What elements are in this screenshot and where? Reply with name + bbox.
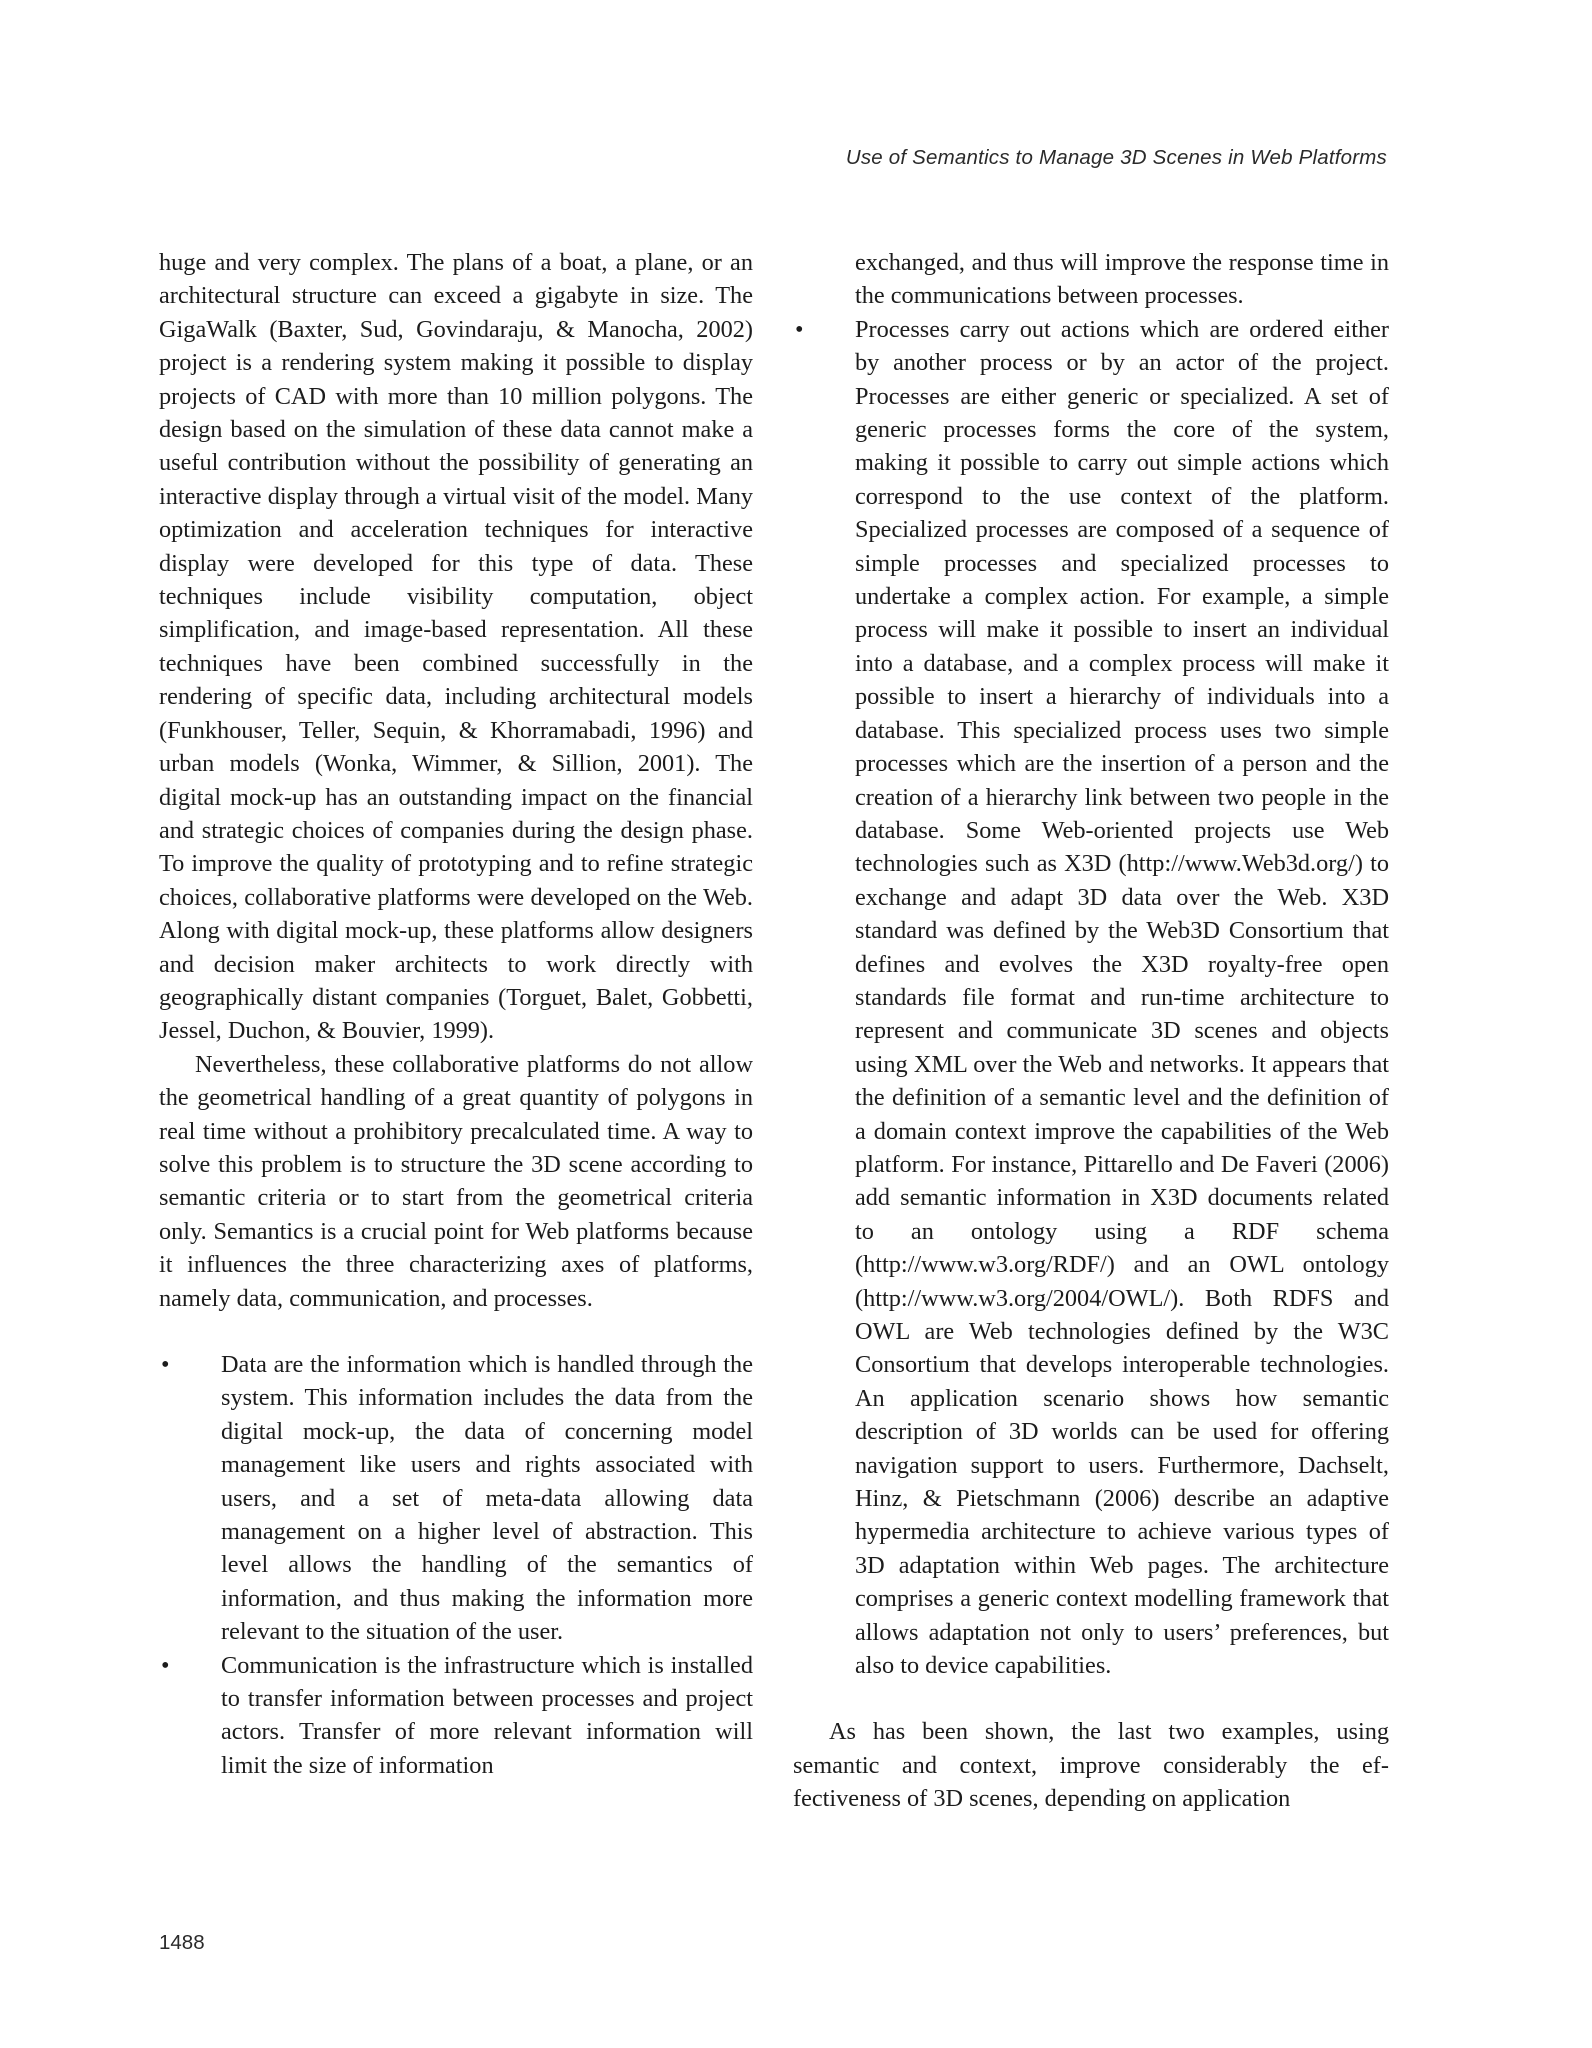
bullet-item-data [159, 1348, 753, 1649]
body-paragraph-1: huge and very complex. The plans of a boat, a plane, or an architectural structure can exceed a gigabyte in size. The GigaWalk (Baxter, Sud, Govindaraju, & Manocha, 2002) project is a rendering system making it possible to display projects of CAD with more than 10 million polygons. The design based on the simulation of these data cannot make a useful contribution without the possibility of generating an interactive display through a virtual visit of the model. Many optimization and acceleration techniques for interactive display were developed for this type of data. These techniques include visibility computation, object simplification, and image-based representation. All these techniques have been combined successfully in the rendering of specific data, including architectural models (Funkhouser, Teller, Sequin, & Khorramabadi, 1996) and urban models (Wonka, Wimmer, & Sillion, 2001). The digital mock-up has an outstanding impact on the financial and strategic choices of companies during the design phase. To improve the quality of prototyping and to refine strategic choices, collaborative platforms were developed on the Web. Along with digital mock-up, these platforms allow designers and decision maker architects to work directly with geographically distant companies (Torguet, Balet, Gobbetti, Jessel, Duchon, & Bouvier, 1999). [159, 249, 753, 1045]
bullet-item-communication [159, 1649, 753, 1783]
running-header: Use of Semantics to Manage 3D Scenes in Web Platforms [845, 146, 1387, 169]
bullet-text-processes: Processes carry out actions which are ordered either by another process or by an actor of the project. Processes are either generic or specialized. A set of generic processes forms the core of the system, making it possible to carry out simple actions which correspond to the use context of the platform. Specialized processes are composed of a sequence of simple processes and specialized processes to undertake a complex action. For example, a simple process will make it possible to insert an individual into a database, and a complex process will make it possible to insert a hierarchy of individuals into a database. This specialized process uses two simple processes which are the insertion of a person and the creation of a hierarchy link between two people in the database. Some Web-oriented projects use Web technologies such as X3D (http://www.Web3d.org/) to exchange and adapt 3D data over the Web. X3D standard was defined by the Web3D Consortium that defines and evolves the X3D royalty-free open standards file format and run-time architecture to represent and communicate 3D scenes and objects using XML over the Web and networks. It appears that the definition of a semantic level and the definition of a domain context improve the capabilities of the Web platform. For instance, Pittarello and De Faveri (2006) add semantic information in X3D documents related to an ontology using a RDF schema (http://www.w3.org/RDF/) and an OWL ontology (http://www.w3.org/2004/OWL/). Both RDFS and OWL are Web technologies defined by the W3C Consortium that develops interoperable technologies. An application scenario shows how semantic description of 3D worlds can be used for offering navigation support to users. Furthermore, Dachselt, Hinz, & Pietschmann (2006) describe an adaptive hypermedia architecture to achieve various types of 3D adaptation within Web pages. The architecture comprises a generic context modelling framework that allows adaptation not only to users’ preferences, but also to device capabilities. [855, 315, 1389, 1680]
body-paragraph-final: As has been shown, the last two examples, using semantic and context, improve considerably the effectiveness of 3D scenes, depending on application [793, 1718, 1389, 1813]
bullet-list-continued [793, 246, 1389, 1682]
bullet-dot-icon: • [161, 1651, 170, 1679]
right-column [793, 246, 1389, 1816]
page-number: 1488 [159, 1931, 205, 1954]
bullet-item-communication-continued [793, 246, 1389, 313]
body-paragraph-2: Nevertheless, these collaborative platforms do not allow the geometrical handling of a great quantity of polygons in real time without a prohibitory precalculated time. A way to solve this problem is to structure the 3D scene according to semantic criteria or to start from the geometrical criteria only. Semantics is a crucial point for Web platforms because it influences the three characterizing axes of platforms, namely data, communication, and processes. [159, 1050, 753, 1312]
bullet-dot-icon: • [161, 1351, 170, 1378]
bullet-text-communication-continued: exchanged, and thus will improve the response time in the communications between processes. [855, 249, 1389, 310]
bullet-list [159, 1348, 753, 1782]
bullet-dot-icon: • [795, 315, 804, 343]
bullet-text-communication: Communication is the infrastructure which is installed to transfer information between processes and project actors. Transfer of more relevant information will limit the size of information [221, 1651, 753, 1779]
bullet-text-data: Data are the information which is handled through the system. This information includes the data from the digital mock-up, the data of concerning model management like users and rights associated with users, and a set of meta-data allowing data management on a higher level of abstraction. This level allows the handling of the semantics of information, and thus making the information more relevant to the situation of the user. [221, 1351, 753, 1646]
left-column [159, 246, 753, 1782]
bullet-item-processes [793, 313, 1389, 1683]
